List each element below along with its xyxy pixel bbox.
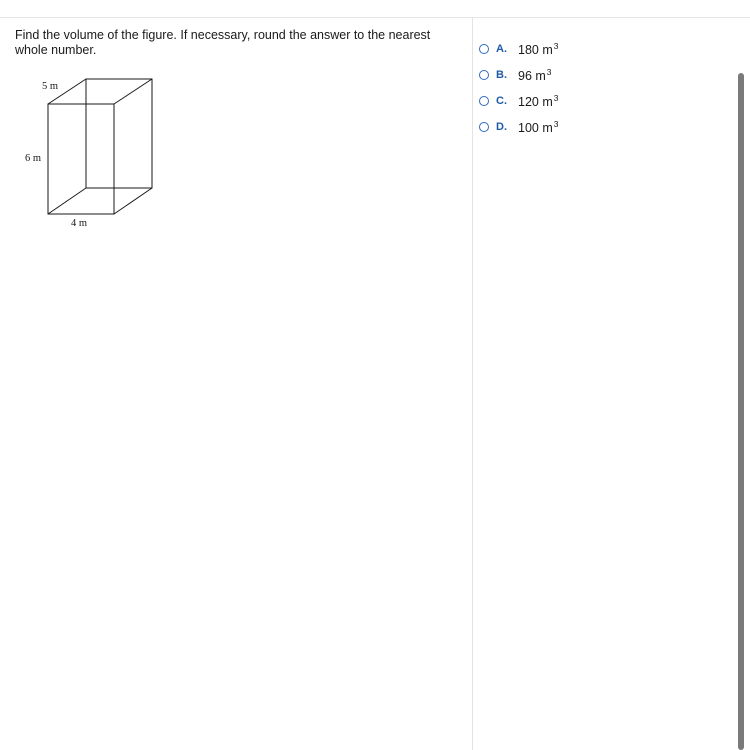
pane-divider (472, 18, 473, 750)
scrollbar[interactable] (738, 73, 744, 750)
height-label: 6 m (25, 153, 42, 164)
radio-button-icon[interactable] (479, 96, 489, 106)
radio-button-icon[interactable] (479, 122, 489, 132)
prism-edge (48, 188, 86, 214)
prism-front-face (48, 104, 114, 214)
radio-button-icon[interactable] (479, 70, 489, 80)
choice-b[interactable] (479, 62, 558, 88)
choice-value: 100 $m^3$ (518, 119, 559, 135)
choice-letter: D. (496, 121, 507, 133)
radio-button-icon[interactable] (479, 44, 489, 54)
choice-letter: B. (496, 69, 507, 81)
choice-value: 120 $m^3$ (518, 93, 559, 109)
choice-letter: C. (496, 95, 507, 107)
prism-figure (0, 0, 470, 240)
choice-a[interactable] (479, 36, 558, 62)
question-text: Find the volume of the figure. If necessary, round the answer to the nearest whole number. (15, 28, 431, 57)
width-label: 4 m (71, 218, 88, 229)
answer-choices (479, 36, 558, 140)
choice-value: 96 $m^3$ (518, 67, 552, 83)
prism-edge (114, 79, 152, 104)
depth-label: 5 m (42, 81, 59, 92)
choice-c[interactable] (479, 88, 558, 114)
prism-edge (114, 188, 152, 214)
choice-value: 180 $m^3$ (518, 41, 559, 57)
choice-d[interactable] (479, 114, 558, 140)
prism-back-face (86, 79, 152, 188)
choice-letter: A. (496, 43, 507, 55)
